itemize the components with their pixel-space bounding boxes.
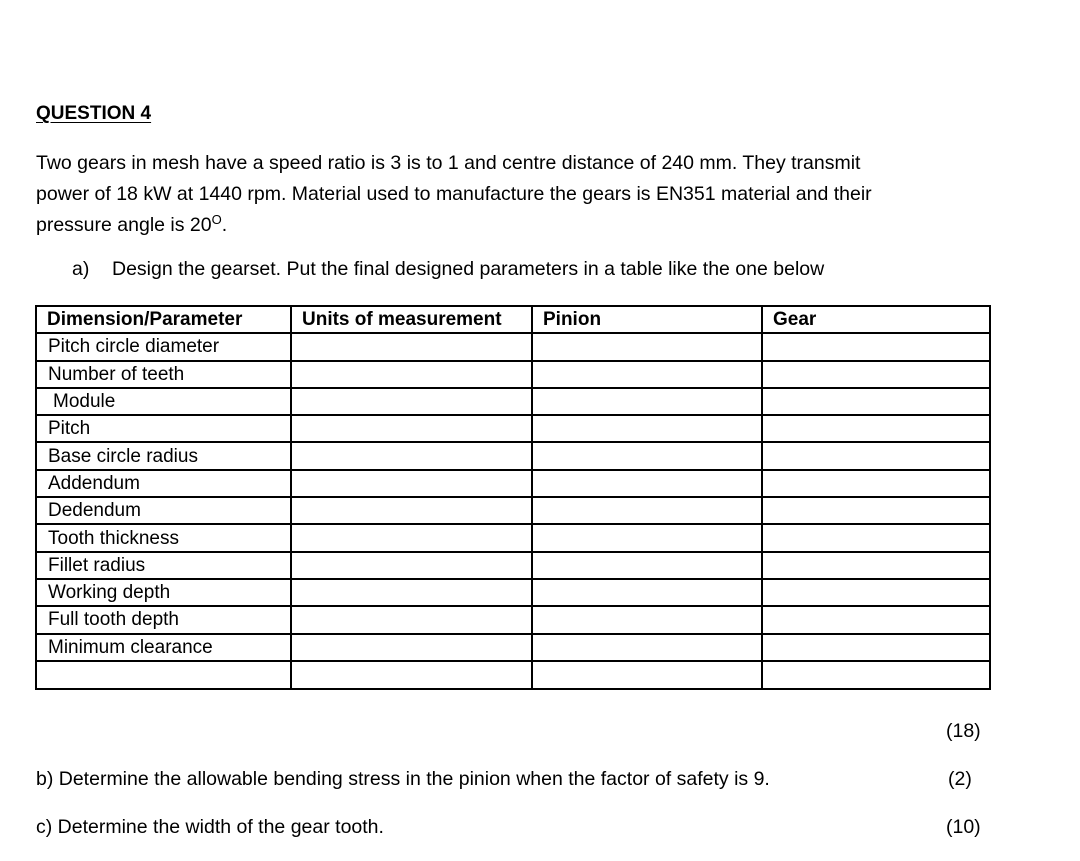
pinion-cell <box>532 497 762 524</box>
units-cell <box>291 497 532 524</box>
units-cell <box>291 524 532 551</box>
units-cell <box>291 361 532 388</box>
gear-cell <box>762 606 990 633</box>
intro-line-2: power of 18 kW at 1440 rpm. Material used to manufacture the gears is EN351 material and their <box>36 183 872 205</box>
row-label: Pitch <box>36 415 291 442</box>
gear-cell <box>762 524 990 551</box>
table-row <box>36 415 990 442</box>
question-heading: QUESTION 4 <box>36 103 152 124</box>
units-cell <box>291 388 532 415</box>
gear-cell <box>762 497 990 524</box>
gear-cell <box>762 470 990 497</box>
pinion-cell <box>532 415 762 442</box>
header-pinion: Pinion <box>532 306 762 333</box>
table-row <box>36 524 990 551</box>
degree-superscript: O <box>211 212 222 227</box>
units-cell <box>291 442 532 469</box>
row-label: Module <box>36 388 291 415</box>
table-row <box>36 442 990 469</box>
units-cell <box>291 661 532 689</box>
part-a-marks: (18) <box>946 720 981 742</box>
intro-line-3-end: . <box>221 214 228 236</box>
row-label: Fillet radius <box>36 552 291 579</box>
gear-cell <box>762 634 990 661</box>
row-label: Working depth <box>36 579 291 606</box>
gear-cell <box>762 579 990 606</box>
row-label: Minimum clearance <box>36 634 291 661</box>
gear-cell <box>762 661 990 689</box>
part-b-question: b) Determine the allowable bending stress in the pinion when the factor of safety is 9. <box>36 768 770 790</box>
table-row <box>36 470 990 497</box>
gear-cell <box>762 361 990 388</box>
gear-cell <box>762 333 990 360</box>
intro-line-3 <box>36 210 996 241</box>
row-label <box>36 661 291 689</box>
units-cell <box>291 606 532 633</box>
units-cell <box>291 579 532 606</box>
units-cell <box>291 552 532 579</box>
units-cell <box>291 415 532 442</box>
part-a-instruction <box>72 258 824 281</box>
part-a-text: Design the gearset. Put the final designed parameters in a table like the one below <box>112 258 825 280</box>
pinion-cell <box>532 606 762 633</box>
row-label: Pitch circle diameter <box>36 333 291 360</box>
table-row <box>36 388 990 415</box>
pinion-cell <box>532 470 762 497</box>
pinion-cell <box>532 442 762 469</box>
pinion-cell <box>532 388 762 415</box>
part-c-question: c) Determine the width of the gear tooth. <box>36 816 384 838</box>
header-dimension: Dimension/Parameter <box>36 306 291 333</box>
pinion-cell <box>532 524 762 551</box>
parameters-table <box>35 305 991 690</box>
intro-line-1: Two gears in mesh have a speed ratio is 3 is to 1 and centre distance of 240 mm. They transmit <box>36 152 861 174</box>
pinion-cell <box>532 333 762 360</box>
table-row <box>36 497 990 524</box>
units-cell <box>291 634 532 661</box>
gear-cell <box>762 442 990 469</box>
part-c-marks: (10) <box>946 816 981 838</box>
pinion-cell <box>532 579 762 606</box>
table-row-blank <box>36 661 990 689</box>
pinion-cell <box>532 552 762 579</box>
row-label: Number of teeth <box>36 361 291 388</box>
question-intro <box>36 148 996 241</box>
table-row <box>36 333 990 360</box>
gear-cell <box>762 415 990 442</box>
table-row <box>36 361 990 388</box>
row-label: Base circle radius <box>36 442 291 469</box>
part-b-marks: (2) <box>948 768 972 790</box>
row-label: Addendum <box>36 470 291 497</box>
table-header-row <box>36 306 990 333</box>
pinion-cell <box>532 661 762 689</box>
row-label: Dedendum <box>36 497 291 524</box>
row-label: Full tooth depth <box>36 606 291 633</box>
pinion-cell <box>532 634 762 661</box>
pinion-cell <box>532 361 762 388</box>
header-gear: Gear <box>762 306 990 333</box>
row-label: Tooth thickness <box>36 524 291 551</box>
part-a-letter: a) <box>72 258 90 280</box>
gear-cell <box>762 388 990 415</box>
table-row <box>36 634 990 661</box>
table-row <box>36 579 990 606</box>
gear-cell <box>762 552 990 579</box>
units-cell <box>291 470 532 497</box>
table-row <box>36 552 990 579</box>
intro-line-3-text: pressure angle is 20 <box>36 214 212 236</box>
units-cell <box>291 333 532 360</box>
table-row <box>36 606 990 633</box>
header-units: Units of measurement <box>291 306 532 333</box>
